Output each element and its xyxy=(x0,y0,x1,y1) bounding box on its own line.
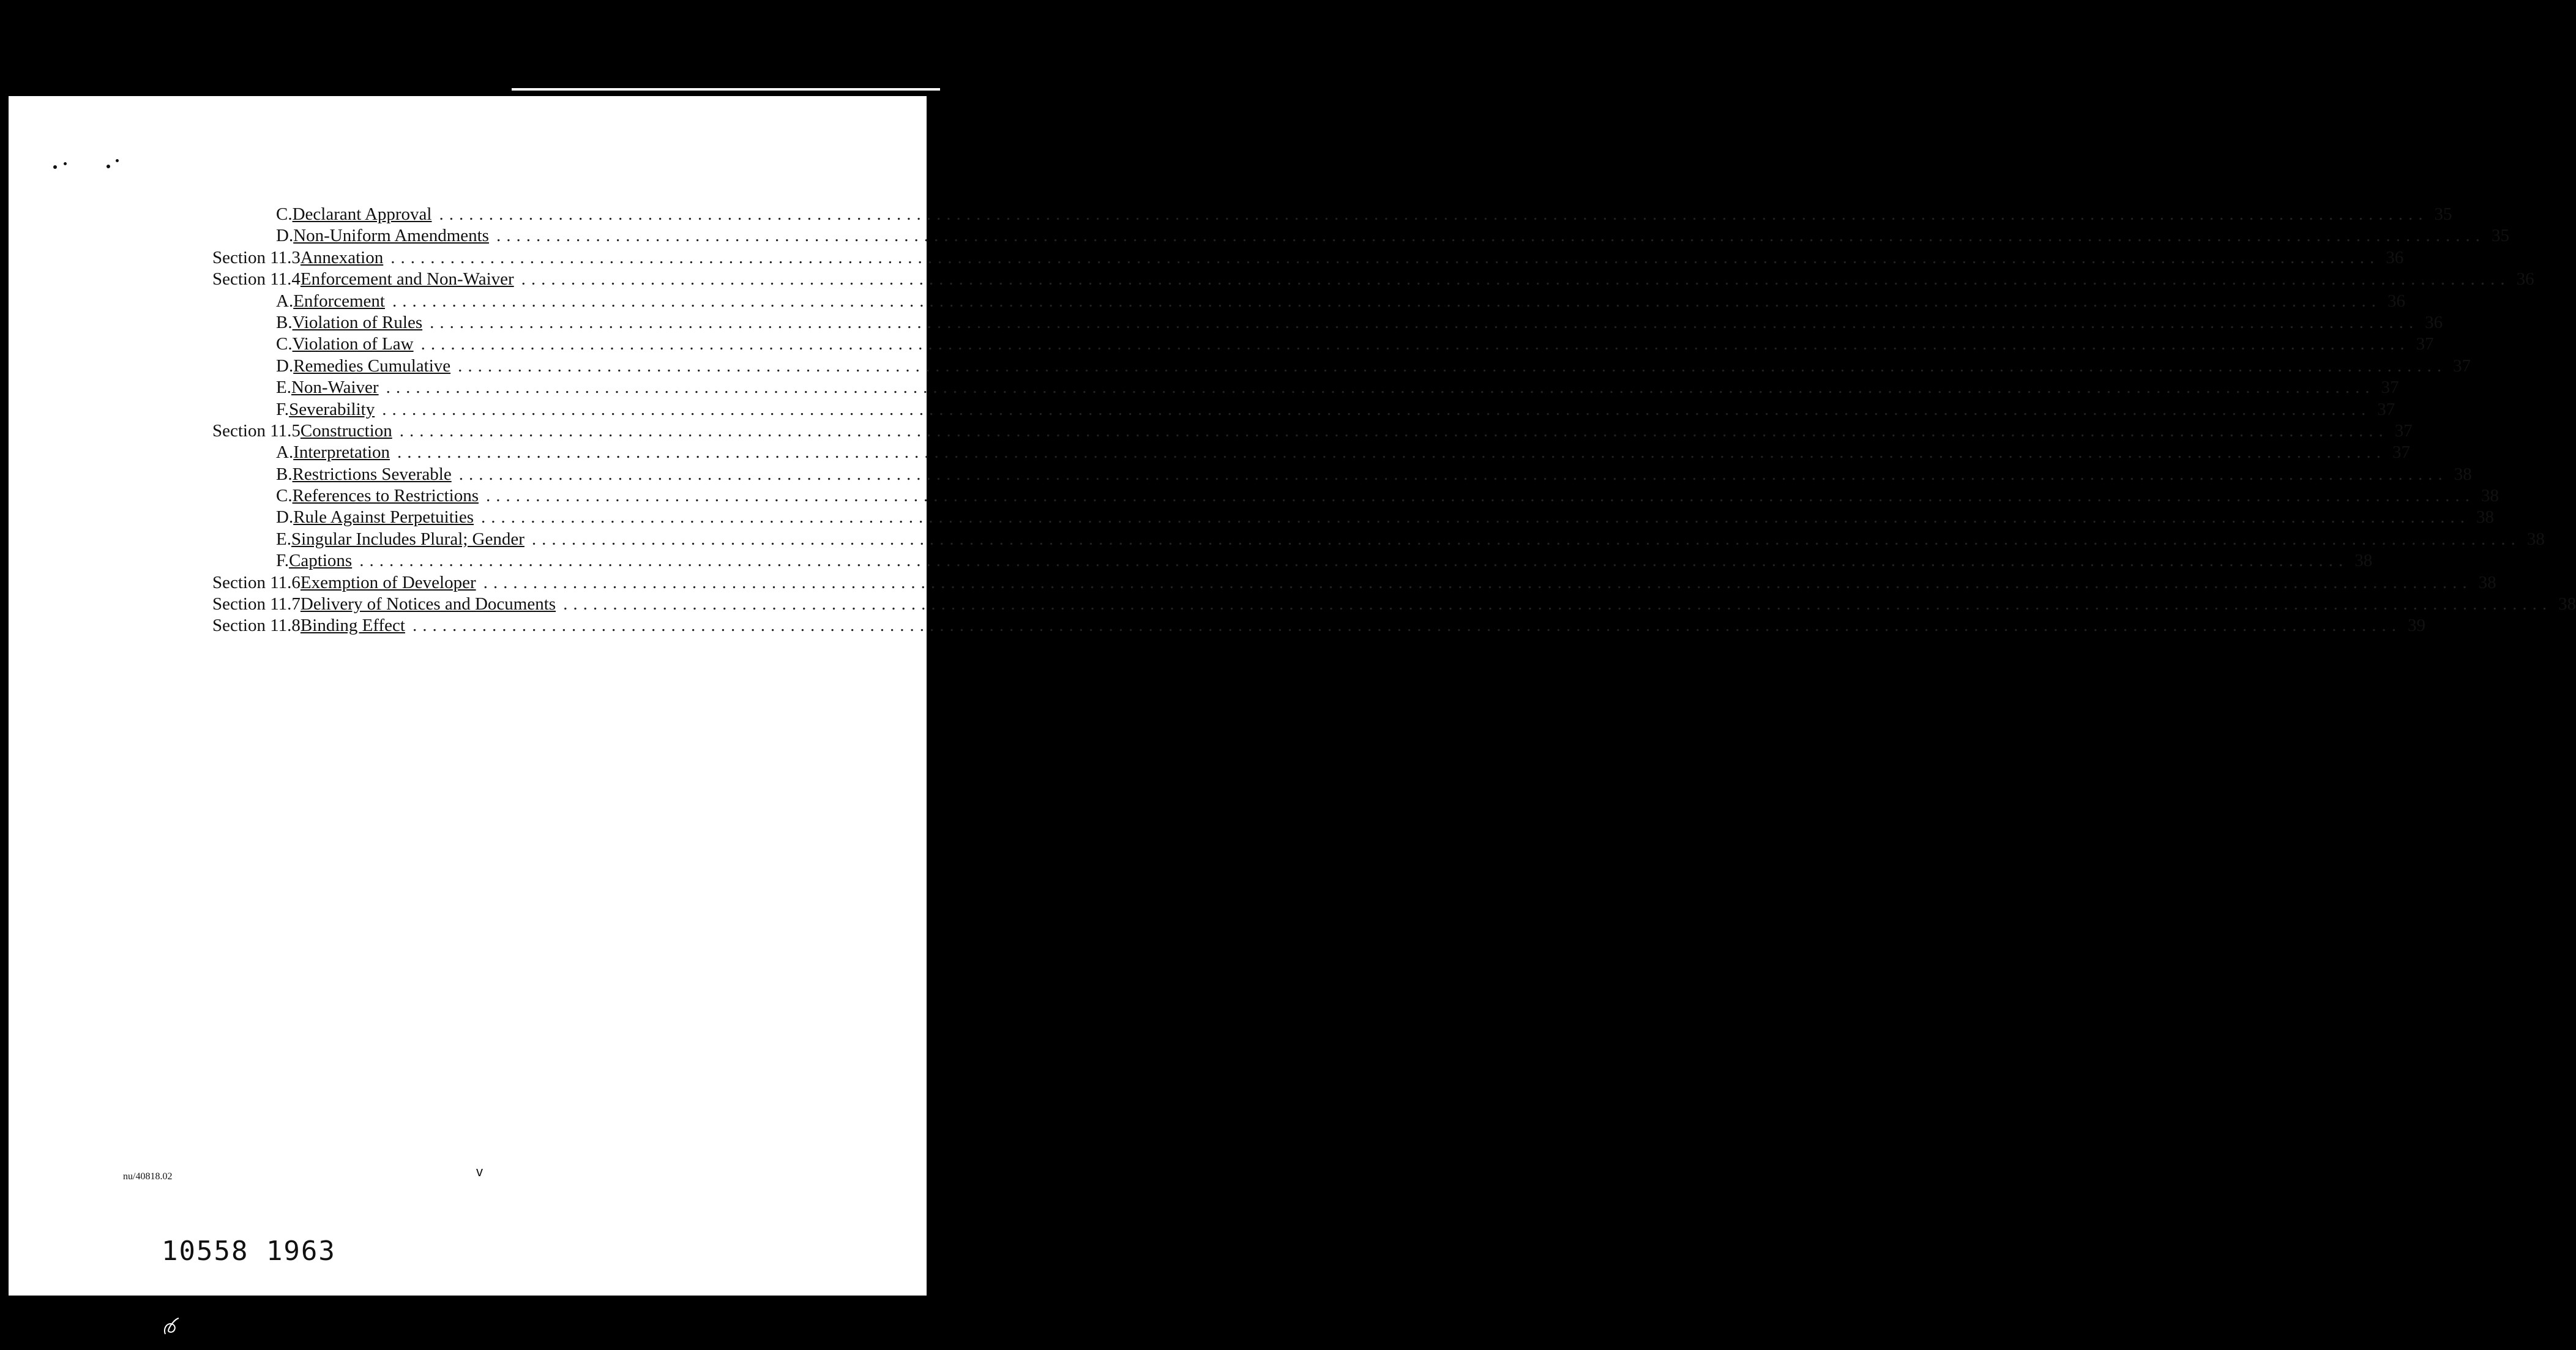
dot-leader: ........................................................................................................................................................................................................ xyxy=(496,226,2485,246)
toc-entry-page: 38 xyxy=(2478,572,2496,592)
dot-leader: ........................................................................................................................................................................................................ xyxy=(399,420,2389,441)
handwritten-mark xyxy=(160,1316,185,1340)
toc-entry-title: Remedies Cumulative xyxy=(293,356,451,376)
toc-entry-title: Violation of Rules xyxy=(292,312,423,332)
scan-speck xyxy=(116,159,119,162)
dot-leader: ........................................................................................................................................................................................................ xyxy=(392,291,2381,311)
dot-leader: ........................................................................................................................................................................................................ xyxy=(521,269,2511,289)
toc-entry-page: 38 xyxy=(2354,551,2373,571)
toc-entry-page: 36 xyxy=(2387,291,2405,311)
scan-speck xyxy=(106,165,110,168)
dot-leader: ........................................................................................................................................................................................................ xyxy=(531,529,2521,549)
toc-entry-page: 38 xyxy=(2476,507,2495,528)
toc-entry xyxy=(212,226,2509,247)
document-code: nu/40818.02 xyxy=(123,1171,173,1182)
toc-entry xyxy=(212,378,2399,399)
toc-entry-label: B. xyxy=(276,464,293,484)
toc-entry xyxy=(212,594,2576,616)
toc-entry-page: 38 xyxy=(2454,464,2472,484)
toc-entry-label: Section 11.5 xyxy=(212,420,301,441)
toc-entry-page: 38 xyxy=(2481,486,2499,506)
toc-entry-title: Enforcement xyxy=(293,291,385,311)
scan-edge xyxy=(512,88,940,91)
toc-entry-label: Section 11.8 xyxy=(212,616,301,636)
toc-entry xyxy=(212,291,2405,313)
toc-entry xyxy=(212,572,2496,594)
toc-entry-page: 38 xyxy=(2558,594,2576,614)
toc-entry-label: A. xyxy=(276,291,294,311)
toc-entry-label: B. xyxy=(276,312,293,332)
toc-entry-label: Section 11.4 xyxy=(212,269,301,289)
toc-entry-title: Delivery of Notices and Documents xyxy=(300,594,556,614)
toc-entry xyxy=(212,420,2413,442)
toc-entry-page: 37 xyxy=(2377,399,2395,419)
toc-entry-title: Declarant Approval xyxy=(292,204,432,224)
table-of-contents xyxy=(212,204,2576,638)
toc-entry xyxy=(212,442,2411,464)
dot-leader: ........................................................................................................................................................................................................ xyxy=(359,551,2349,571)
toc-entry-page: 36 xyxy=(2516,269,2534,289)
toc-entry-title: Construction xyxy=(300,420,392,441)
toc-entry xyxy=(212,204,2452,226)
dot-leader: ........................................................................................................................................................................................................ xyxy=(483,572,2473,592)
toc-entry-label: C. xyxy=(276,486,293,506)
toc-entry-page: 37 xyxy=(2392,442,2411,463)
toc-entry-label: A. xyxy=(276,442,294,463)
scan-speck xyxy=(53,165,57,169)
dot-leader: ........................................................................................................................................................................................................ xyxy=(439,204,2429,224)
document-page xyxy=(9,96,2576,1296)
toc-entry-page: 38 xyxy=(2526,529,2545,549)
toc-entry-title: Annexation xyxy=(300,247,384,267)
toc-entry-title: References to Restrictions xyxy=(292,486,479,506)
dot-leader: ........................................................................................................................................................................................................ xyxy=(458,464,2448,484)
toc-entry-title: Interpretation xyxy=(293,442,390,463)
toc-entry-label: F. xyxy=(276,551,289,571)
dot-leader: ........................................................................................................................................................................................................ xyxy=(397,442,2387,463)
toc-entry-label: Section 11.7 xyxy=(212,594,301,614)
toc-entry-title: Exemption of Developer xyxy=(300,572,476,592)
toc-entry-label: Section 11.6 xyxy=(212,572,301,592)
toc-entry-page: 37 xyxy=(2381,378,2399,398)
toc-entry-title: Singular Includes Plural; Gender xyxy=(291,529,525,549)
toc-entry-label: E. xyxy=(276,378,291,398)
toc-entry xyxy=(212,464,2472,486)
toc-entry xyxy=(212,529,2545,551)
toc-entry-page: 37 xyxy=(2416,334,2434,354)
dot-leader: ........................................................................................................................................................................................................ xyxy=(390,247,2380,267)
toc-entry-title: Non-Uniform Amendments xyxy=(293,226,489,246)
toc-entry xyxy=(212,312,2443,334)
toc-entry-page: 39 xyxy=(2407,616,2425,636)
bates-number: 10558 1963 xyxy=(162,1236,336,1267)
toc-entry-page: 35 xyxy=(2434,204,2452,224)
toc-entry-label: D. xyxy=(276,507,294,528)
toc-entry xyxy=(212,551,2373,572)
toc-entry xyxy=(212,269,2534,291)
toc-entry-label: F. xyxy=(276,399,289,419)
toc-entry-title: Captions xyxy=(289,551,353,571)
scan-speck xyxy=(64,162,67,165)
toc-entry-title: Non-Waiver xyxy=(291,378,379,398)
dot-leader: ........................................................................................................................................................................................................ xyxy=(382,399,2372,419)
toc-entry-label: C. xyxy=(276,204,293,224)
toc-entry-title: Severability xyxy=(289,399,375,419)
toc-entry-title: Binding Effect xyxy=(300,616,405,636)
toc-entry-label: C. xyxy=(276,334,293,354)
dot-leader: ........................................................................................................................................................................................................ xyxy=(412,616,2402,636)
toc-entry-title: Enforcement and Non-Waiver xyxy=(300,269,514,289)
toc-entry xyxy=(212,507,2495,529)
toc-entry-page: 36 xyxy=(2425,312,2443,332)
toc-entry-page: 35 xyxy=(2491,226,2509,246)
toc-entry xyxy=(212,399,2395,421)
dot-leader: ........................................................................................................................................................................................................ xyxy=(430,312,2419,332)
dot-leader: ........................................................................................................................................................................................................ xyxy=(481,507,2471,528)
toc-entry-label: D. xyxy=(276,226,294,246)
dot-leader: ........................................................................................................................................................................................................ xyxy=(458,356,2447,376)
toc-entry xyxy=(212,334,2434,356)
dot-leader: ........................................................................................................................................................................................................ xyxy=(420,334,2410,354)
toc-entry xyxy=(212,616,2425,637)
toc-entry-page: 37 xyxy=(2453,356,2471,376)
toc-entry-label: E. xyxy=(276,529,291,549)
toc-entry-title: Restrictions Severable xyxy=(292,464,452,484)
dot-leader: ........................................................................................................................................................................................................ xyxy=(486,486,2475,506)
toc-entry xyxy=(212,247,2404,269)
toc-entry-page: 36 xyxy=(2386,247,2404,267)
dot-leader: ........................................................................................................................................................................................................ xyxy=(563,594,2553,614)
toc-entry xyxy=(212,356,2471,378)
toc-entry-title: Violation of Law xyxy=(292,334,414,354)
toc-entry-label: D. xyxy=(276,356,294,376)
toc-entry-title: Rule Against Perpetuities xyxy=(293,507,474,528)
toc-entry-page: 37 xyxy=(2394,420,2413,441)
dot-leader: ........................................................................................................................................................................................................ xyxy=(386,378,2375,398)
toc-entry-label: Section 11.3 xyxy=(212,247,301,267)
toc-entry xyxy=(212,486,2499,507)
page-number-footer: v xyxy=(476,1164,483,1179)
